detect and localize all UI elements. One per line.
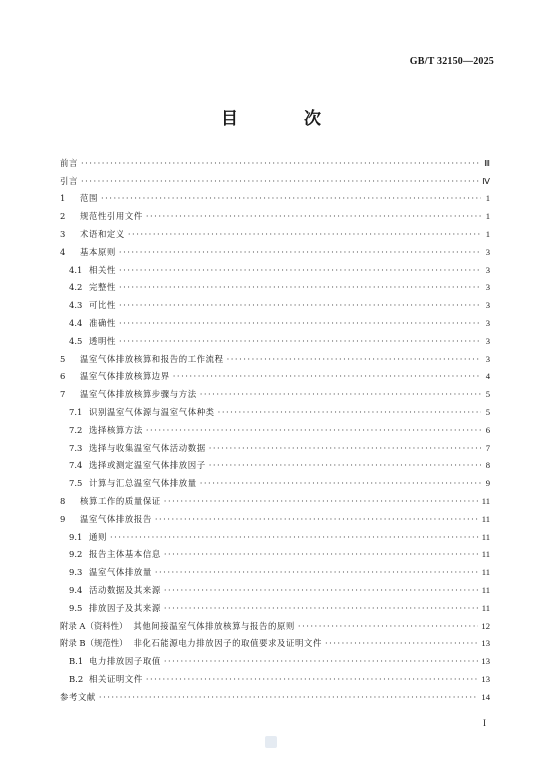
toc-leader-dots [81, 176, 479, 186]
toc-entry[interactable] [60, 435, 490, 453]
page-number: I [483, 718, 486, 728]
toc-entry-page: 9 [485, 478, 490, 489]
toc-entry[interactable] [60, 381, 490, 399]
toc-entry[interactable] [60, 150, 490, 168]
toc-entry[interactable] [60, 417, 490, 435]
toc-entry[interactable] [60, 221, 490, 239]
toc-entry-label: 术语和定义 [80, 228, 125, 239]
toc-entry-label: 前言 [60, 157, 78, 168]
toc-entry-number: 4.3 [69, 300, 83, 311]
toc-leader-dots [119, 300, 481, 310]
toc-leader-dots [227, 354, 481, 364]
toc-entry-label: 活动数据及其来源 [89, 584, 161, 595]
toc-entry[interactable] [60, 559, 490, 577]
toc-entry[interactable] [60, 524, 490, 542]
toc-entry-page: 14 [481, 691, 490, 702]
toc-entry-page: 4 [485, 371, 490, 382]
toc-entry-page: 11 [481, 567, 490, 578]
toc-entry-number: 3 [60, 228, 66, 239]
toc-entry-page: 3 [485, 282, 490, 293]
toc-entry-page: 7 [485, 442, 490, 453]
toc-leader-dots [119, 282, 481, 292]
toc-entry-label: 温室气体排放报告 [80, 513, 152, 524]
toc-entry-number: 4.5 [69, 335, 83, 346]
toc-entry-page: 11 [481, 602, 490, 613]
toc-entry[interactable] [60, 453, 490, 471]
toc-entry-number: 附录 A（资料性） [60, 620, 128, 631]
toc-entry[interactable] [60, 168, 490, 186]
toc-entry-label: 温室气体排放量 [89, 567, 152, 578]
toc-entry[interactable] [60, 666, 490, 684]
toc-leader-dots [218, 407, 481, 417]
toc-entry[interactable] [60, 346, 490, 364]
toc-entry-number: B.2 [69, 673, 84, 684]
toc-entry-number: 2 [60, 211, 66, 222]
toc-entry-page: 13 [481, 656, 490, 667]
toc-entry[interactable] [60, 595, 490, 613]
toc-leader-dots [164, 496, 479, 506]
toc-entry-label: 完整性 [89, 282, 116, 293]
toc-entry-number: 7.3 [69, 442, 83, 453]
toc-entry-page: 11 [481, 513, 490, 524]
toc-entry-label: 可比性 [89, 300, 116, 311]
toc-entry-number: 1 [60, 193, 66, 204]
toc-entry-number: 4 [60, 246, 66, 257]
toc-entry[interactable] [60, 542, 490, 560]
toc-leader-dots [128, 229, 481, 239]
toc-entry[interactable] [60, 292, 490, 310]
toc-entry-number: B.1 [69, 656, 84, 667]
toc-entry[interactable] [60, 364, 490, 382]
toc-entry[interactable] [60, 203, 490, 221]
toc-entry-number: 4.4 [69, 317, 83, 328]
toc-leader-dots [119, 265, 481, 275]
toc-leader-dots [164, 603, 479, 613]
toc-entry-label: 温室气体排放核算边界 [80, 371, 170, 382]
toc-entry-page: 3 [485, 317, 490, 328]
toc-entry-page: 1 [485, 228, 490, 239]
toc-entry-label: 报告主体基本信息 [89, 549, 161, 560]
toc-entry-label: 准确性 [89, 317, 116, 328]
toc-entry-number: 7.4 [69, 460, 83, 471]
toc-entry-label: 透明性 [89, 335, 116, 346]
toc-leader-dots [110, 532, 479, 542]
toc-entry[interactable] [60, 648, 490, 666]
toc-entry-number: 7 [60, 389, 66, 400]
toc-entry-page: 3 [485, 264, 490, 275]
toc-entry-label: 范围 [80, 193, 98, 204]
toc-leader-dots [164, 585, 479, 595]
toc-entry-number: 8 [60, 495, 66, 506]
toc-entry-page: 3 [485, 335, 490, 346]
toc-leader-dots [164, 656, 479, 666]
toc-entry[interactable] [60, 488, 490, 506]
toc-entry-page: 11 [481, 549, 490, 560]
toc-entry[interactable] [60, 257, 490, 275]
toc-leader-dots [200, 478, 481, 488]
toc-entry-number: 7.2 [69, 424, 83, 435]
standard-code: GB/T 32150—2025 [409, 56, 494, 67]
toc-entry-number: 7.5 [69, 478, 83, 489]
toc-entry-label: 相关证明文件 [89, 673, 143, 684]
toc-entry-number: 6 [60, 371, 66, 382]
toc-leader-dots [164, 549, 479, 559]
toc-entry[interactable] [60, 399, 490, 417]
toc-entry-label: 温室气体排放核算和报告的工作流程 [80, 353, 224, 364]
toc-entry-page: 11 [481, 584, 490, 595]
toc-entry-page: 5 [485, 389, 490, 400]
toc-entry-label: 通则 [89, 531, 107, 542]
toc-entry-label: 其他间接温室气体排放核算与报告的原则 [133, 620, 295, 631]
toc-entry-page: 11 [481, 531, 490, 542]
toc-entry-number: 9.2 [69, 549, 83, 560]
toc-entry-number: 9.5 [69, 602, 83, 613]
toc-entry-page: 5 [485, 406, 490, 417]
toc-entry-page: Ⅳ [482, 175, 490, 186]
toc-entry-number: 4.1 [69, 264, 83, 275]
toc-leader-dots [209, 460, 481, 470]
toc-leader-dots [119, 336, 481, 346]
toc-entry[interactable] [60, 577, 490, 595]
toc-leader-dots [146, 211, 481, 221]
toc-entry[interactable] [60, 613, 490, 631]
toc-entry-page: 11 [481, 495, 490, 506]
toc-leader-dots [119, 247, 481, 257]
toc-entry-page: Ⅲ [484, 157, 490, 168]
toc-entry-number: 9 [60, 513, 66, 524]
toc-leader-dots [146, 425, 481, 435]
toc-entry-label: 计算与汇总温室气体排放量 [89, 478, 197, 489]
toc-entry-label: 引言 [60, 175, 78, 186]
toc-entry-label: 非化石能源电力排放因子的取值要求及证明文件 [133, 638, 322, 649]
toc-entry[interactable] [60, 239, 490, 257]
toc-entry-page: 3 [485, 300, 490, 311]
toc-entry[interactable] [60, 275, 490, 293]
toc-entry-label: 核算工作的质量保证 [80, 495, 161, 506]
toc-entry[interactable] [60, 470, 490, 488]
toc-entry-label: 基本原则 [80, 246, 116, 257]
toc-leader-dots [81, 158, 481, 168]
toc-entry[interactable] [60, 684, 490, 702]
toc-entry-label: 电力排放因子取值 [89, 656, 161, 667]
toc-entry-number: 4.2 [69, 282, 83, 293]
toc-entry-label: 选择核算方法 [89, 424, 143, 435]
toc-entry-label: 参考文献 [60, 691, 96, 702]
toc-leader-dots [209, 443, 481, 453]
table-of-contents [60, 150, 490, 702]
toc-entry[interactable] [60, 328, 490, 346]
toc-entry-page: 6 [485, 424, 490, 435]
toc-entry-page: 13 [481, 673, 490, 684]
toc-entry-number: 5 [60, 353, 66, 364]
toc-leader-dots [298, 621, 479, 631]
toc-leader-dots [146, 674, 479, 684]
watermark-logo [265, 736, 277, 748]
toc-entry-number: 9.4 [69, 584, 83, 595]
toc-leader-dots [325, 638, 478, 648]
toc-entry-page: 1 [485, 193, 490, 204]
toc-entry-page: 13 [481, 638, 490, 649]
toc-entry-label: 规范性引用文件 [80, 211, 143, 222]
toc-leader-dots [155, 514, 479, 524]
toc-entry-page: 12 [481, 620, 490, 631]
toc-leader-dots [99, 692, 479, 702]
toc-entry-label: 相关性 [89, 264, 116, 275]
toc-entry-number: 附录 B（规范性） [60, 638, 128, 649]
toc-leader-dots [200, 389, 481, 399]
toc-entry-label: 选择与收集温室气体活动数据 [89, 442, 206, 453]
toc-entry-label: 温室气体排放核算步骤与方法 [80, 389, 197, 400]
toc-entry-label: 排放因子及其来源 [89, 602, 161, 613]
toc-leader-dots [101, 193, 481, 203]
toc-entry[interactable] [60, 506, 490, 524]
toc-entry-page: 8 [485, 460, 490, 471]
toc-entry[interactable] [60, 631, 490, 649]
toc-entry-number: 9.3 [69, 567, 83, 578]
toc-leader-dots [155, 567, 479, 577]
toc-entry-page: 3 [485, 353, 490, 364]
toc-entry-label: 选择或测定温室气体排放因子 [89, 460, 206, 471]
toc-entry-page: 1 [485, 211, 490, 222]
toc-entry[interactable] [60, 186, 490, 204]
toc-entry-label: 识别温室气体源与温室气体种类 [89, 406, 215, 417]
page-title: 目 次 [221, 109, 351, 129]
toc-entry-page: 3 [485, 246, 490, 257]
toc-leader-dots [119, 318, 481, 328]
toc-entry[interactable] [60, 310, 490, 328]
toc-entry-number: 7.1 [69, 406, 83, 417]
toc-leader-dots [173, 371, 481, 381]
toc-entry-number: 9.1 [69, 531, 83, 542]
